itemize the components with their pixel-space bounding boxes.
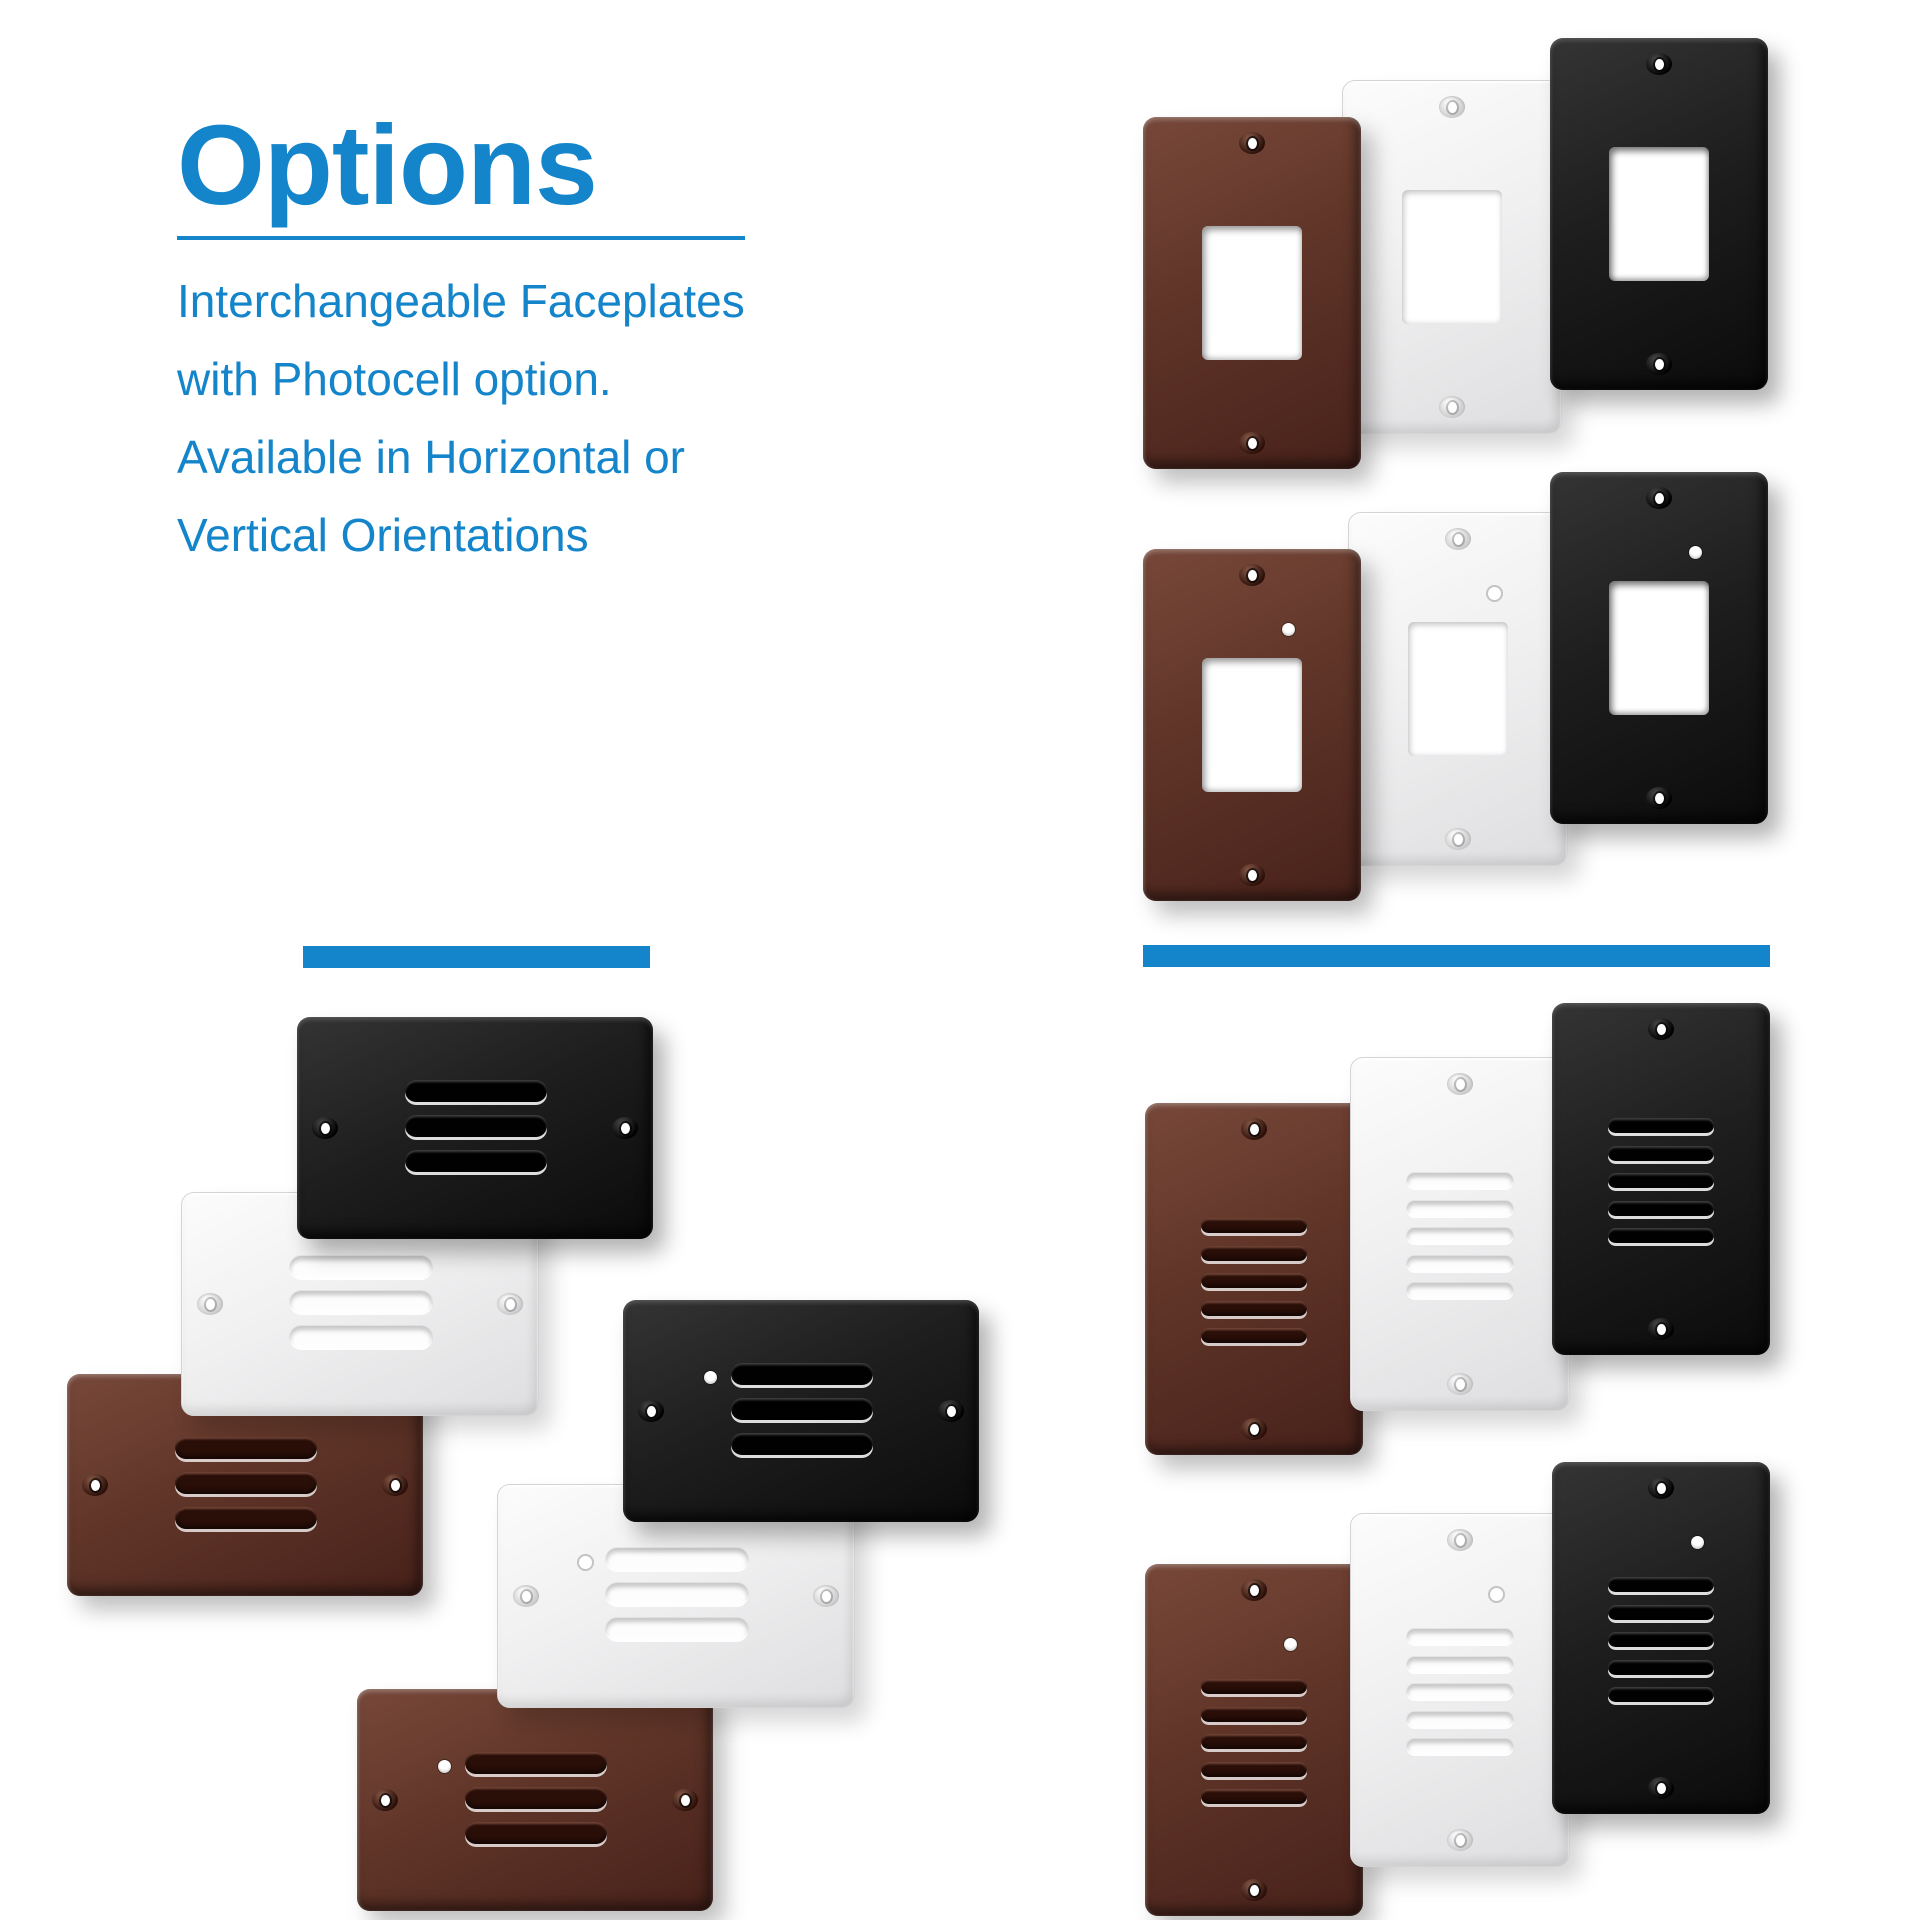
screw-hole bbox=[1646, 53, 1672, 75]
faceplate-vertical-louver-brown bbox=[1145, 1103, 1363, 1455]
faceplate-vertical-plain-brown-photocell bbox=[1143, 549, 1361, 901]
louver-slot bbox=[1407, 1712, 1513, 1727]
screw-hole bbox=[1445, 828, 1471, 850]
screw-hole bbox=[672, 1789, 698, 1811]
screw-hole bbox=[1241, 1879, 1267, 1901]
faceplate-vertical-plain-black-photocell bbox=[1550, 472, 1768, 824]
screw-hole bbox=[1239, 132, 1265, 154]
louver-slot bbox=[1608, 1201, 1714, 1216]
screw-pinhole bbox=[1448, 402, 1457, 413]
louver-slot bbox=[465, 1752, 607, 1774]
screw-hole bbox=[638, 1400, 664, 1422]
screw-hole bbox=[1241, 1118, 1267, 1140]
screw-hole bbox=[1241, 1418, 1267, 1440]
screw-pinhole bbox=[681, 1795, 690, 1806]
faceplate-horizontal-louver-black-photocell bbox=[623, 1300, 979, 1522]
photocell-dot bbox=[438, 1760, 451, 1773]
screw-hole bbox=[1241, 1579, 1267, 1601]
louver-slot bbox=[1608, 1687, 1714, 1702]
louver-slot bbox=[175, 1437, 317, 1459]
louver-slot bbox=[405, 1115, 547, 1137]
louver-slot bbox=[1201, 1218, 1307, 1233]
louver-slot bbox=[606, 1618, 748, 1640]
louver-slot bbox=[1407, 1629, 1513, 1644]
louver-slot bbox=[1407, 1657, 1513, 1672]
faceplate-vertical-plain-black bbox=[1550, 38, 1768, 390]
screw-pinhole bbox=[1250, 1124, 1259, 1135]
screw-hole bbox=[1447, 1529, 1473, 1551]
louver-slot bbox=[1407, 1228, 1513, 1243]
description-line: Vertical Orientations bbox=[177, 509, 589, 561]
screw-pinhole bbox=[822, 1591, 831, 1602]
louver-slot bbox=[1407, 1201, 1513, 1216]
louver-slot bbox=[1201, 1734, 1307, 1749]
faceplate-vertical-louver-white-photocell bbox=[1350, 1513, 1570, 1867]
louver-slot bbox=[1201, 1301, 1307, 1316]
screw-pinhole bbox=[647, 1406, 656, 1417]
switch-opening bbox=[1202, 226, 1302, 360]
screw-pinhole bbox=[947, 1406, 956, 1417]
screw-pinhole bbox=[1248, 570, 1257, 581]
screw-pinhole bbox=[1248, 138, 1257, 149]
screw-pinhole bbox=[1454, 534, 1463, 545]
louver-slot bbox=[1201, 1679, 1307, 1694]
screw-pinhole bbox=[1657, 1483, 1666, 1494]
screw-pinhole bbox=[206, 1299, 215, 1310]
photocell-dot bbox=[1282, 623, 1295, 636]
louver-slot bbox=[1407, 1739, 1513, 1754]
faceplate-vertical-louver-white bbox=[1350, 1057, 1570, 1411]
screw-hole bbox=[1439, 396, 1465, 418]
faceplate-horizontal-louver-black bbox=[297, 1017, 653, 1239]
screw-hole bbox=[1646, 353, 1672, 375]
screw-pinhole bbox=[391, 1480, 400, 1491]
louver-slot bbox=[1608, 1146, 1714, 1161]
screw-hole bbox=[1439, 96, 1465, 118]
louver-slot bbox=[606, 1548, 748, 1570]
screw-pinhole bbox=[1456, 1835, 1465, 1846]
louver-slot bbox=[1608, 1118, 1714, 1133]
screw-pinhole bbox=[506, 1299, 515, 1310]
screw-hole bbox=[513, 1585, 539, 1607]
divider-right bbox=[1143, 945, 1770, 967]
faceplate-vertical-louver-brown-photocell bbox=[1145, 1564, 1363, 1916]
screw-pinhole bbox=[1655, 359, 1664, 370]
photocell-dot bbox=[579, 1556, 592, 1569]
louver-slot bbox=[1608, 1173, 1714, 1188]
faceplate-vertical-louver-black-photocell bbox=[1552, 1462, 1770, 1814]
switch-opening bbox=[1609, 581, 1709, 715]
screw-pinhole bbox=[381, 1795, 390, 1806]
louver-slot bbox=[290, 1291, 432, 1313]
louver-slot bbox=[290, 1326, 432, 1348]
screw-pinhole bbox=[1655, 793, 1664, 804]
title-underline bbox=[177, 236, 745, 240]
screw-hole bbox=[1239, 432, 1265, 454]
switch-opening bbox=[1408, 622, 1508, 756]
photocell-dot bbox=[1689, 546, 1702, 559]
screw-pinhole bbox=[1456, 1379, 1465, 1390]
screw-pinhole bbox=[1456, 1079, 1465, 1090]
screw-hole bbox=[1447, 1373, 1473, 1395]
description-line: with Photocell option. bbox=[177, 353, 612, 405]
louver-slot bbox=[1407, 1684, 1513, 1699]
louver-slot bbox=[1201, 1762, 1307, 1777]
description-text bbox=[177, 262, 745, 574]
screw-hole bbox=[1648, 1318, 1674, 1340]
screw-pinhole bbox=[1456, 1535, 1465, 1546]
screw-hole bbox=[1648, 1777, 1674, 1799]
faceplate-vertical-plain-white bbox=[1342, 80, 1562, 434]
screw-pinhole bbox=[1448, 102, 1457, 113]
louver-slot bbox=[1201, 1707, 1307, 1722]
screw-hole bbox=[372, 1789, 398, 1811]
screw-hole bbox=[1646, 787, 1672, 809]
screw-pinhole bbox=[1250, 1424, 1259, 1435]
faceplate-vertical-plain-brown bbox=[1143, 117, 1361, 469]
screw-hole bbox=[497, 1293, 523, 1315]
screw-hole bbox=[312, 1117, 338, 1139]
louver-slot bbox=[1608, 1228, 1714, 1243]
louver-slot bbox=[1608, 1660, 1714, 1675]
screw-pinhole bbox=[1248, 870, 1257, 881]
screw-hole bbox=[82, 1474, 108, 1496]
screw-hole bbox=[1648, 1018, 1674, 1040]
faceplate-horizontal-louver-brown-photocell bbox=[357, 1689, 713, 1911]
screw-pinhole bbox=[1655, 493, 1664, 504]
screw-hole bbox=[1648, 1477, 1674, 1499]
louver-slot bbox=[731, 1398, 873, 1420]
screw-hole bbox=[1239, 564, 1265, 586]
screw-hole bbox=[382, 1474, 408, 1496]
screw-hole bbox=[1239, 864, 1265, 886]
louver-slot bbox=[465, 1787, 607, 1809]
photocell-dot bbox=[1691, 1536, 1704, 1549]
louver-slot bbox=[1608, 1577, 1714, 1592]
screw-pinhole bbox=[621, 1123, 630, 1134]
description-line: Available in Horizontal or bbox=[177, 431, 685, 483]
louver-slot bbox=[175, 1507, 317, 1529]
screw-pinhole bbox=[321, 1123, 330, 1134]
louver-slot bbox=[606, 1583, 748, 1605]
photocell-dot bbox=[1488, 587, 1501, 600]
louver-slot bbox=[1407, 1173, 1513, 1188]
louver-slot bbox=[731, 1433, 873, 1455]
screw-hole bbox=[813, 1585, 839, 1607]
louver-slot bbox=[290, 1256, 432, 1278]
faceplate-vertical-louver-black bbox=[1552, 1003, 1770, 1355]
louver-slot bbox=[1201, 1328, 1307, 1343]
divider-left bbox=[303, 946, 650, 968]
screw-hole bbox=[938, 1400, 964, 1422]
louver-slot bbox=[1201, 1273, 1307, 1288]
louver-slot bbox=[731, 1363, 873, 1385]
louver-slot bbox=[175, 1472, 317, 1494]
screw-hole bbox=[1447, 1073, 1473, 1095]
louver-slot bbox=[1407, 1256, 1513, 1271]
switch-opening bbox=[1609, 147, 1709, 281]
louver-slot bbox=[1201, 1246, 1307, 1261]
screw-pinhole bbox=[1250, 1585, 1259, 1596]
screw-hole bbox=[197, 1293, 223, 1315]
louver-slot bbox=[405, 1150, 547, 1172]
screw-hole bbox=[612, 1117, 638, 1139]
louver-slot bbox=[1201, 1789, 1307, 1804]
screw-hole bbox=[1447, 1829, 1473, 1851]
screw-pinhole bbox=[1657, 1024, 1666, 1035]
screw-pinhole bbox=[1657, 1783, 1666, 1794]
photocell-dot bbox=[1490, 1588, 1503, 1601]
screw-pinhole bbox=[1657, 1324, 1666, 1335]
screw-pinhole bbox=[91, 1480, 100, 1491]
screw-pinhole bbox=[1454, 834, 1463, 845]
louver-slot bbox=[1608, 1605, 1714, 1620]
louver-slot bbox=[405, 1080, 547, 1102]
photocell-dot bbox=[1284, 1638, 1297, 1651]
screw-pinhole bbox=[1248, 438, 1257, 449]
switch-opening bbox=[1402, 190, 1502, 324]
screw-pinhole bbox=[1655, 59, 1664, 70]
faceplate-vertical-plain-white-photocell bbox=[1348, 512, 1568, 866]
photocell-dot bbox=[704, 1371, 717, 1384]
screw-pinhole bbox=[1250, 1885, 1259, 1896]
screw-hole bbox=[1646, 487, 1672, 509]
louver-slot bbox=[1407, 1283, 1513, 1298]
louver-slot bbox=[465, 1822, 607, 1844]
screw-pinhole bbox=[522, 1591, 531, 1602]
description-line: Interchangeable Faceplates bbox=[177, 275, 745, 327]
switch-opening bbox=[1202, 658, 1302, 792]
louver-slot bbox=[1608, 1632, 1714, 1647]
screw-hole bbox=[1445, 528, 1471, 550]
page-title: Options bbox=[177, 102, 597, 228]
